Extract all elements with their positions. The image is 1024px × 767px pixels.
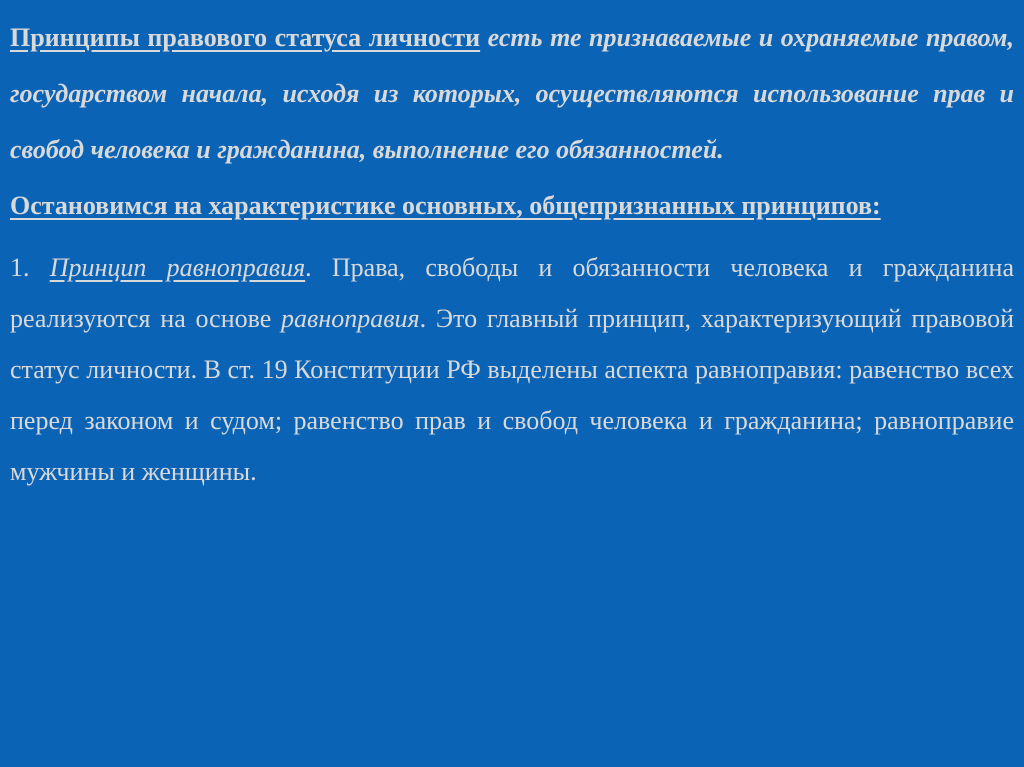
principle-1-title: Принцип равноправия: [49, 253, 306, 282]
principle-1-number: 1.: [10, 253, 50, 282]
principle-1-text-b: . Это главный принцип, характеризующий правовой статус личности. В ст. 19 Конституции РФ выделены аспекта равноправия: равенство всех перед законом и судом; равенство прав и свобод человека и гражданина; равноправие мужчины и женщины.: [10, 304, 1014, 486]
definition-text: есть те признаваемые и охраняемые правом, государством начала, исходя из которых, осуществляются использование прав и свобод человека и гражданина, выполнение его обязанностей.: [10, 23, 1014, 164]
principle-1-emphasis: равноправия: [281, 304, 420, 333]
principle-1-text-a: . Права, свободы и обязанности человека и гражданина реализуются на основе: [10, 253, 1015, 333]
slide-text: [10, 10, 1014, 497]
principles-heading: Остановимся на характеристике основных, общепризнанных принципов:: [10, 191, 881, 220]
definition-paragraph: [10, 10, 1014, 178]
principle-1-paragraph: [10, 242, 1014, 497]
definition-term: Принципы правового статуса личности: [10, 23, 481, 52]
